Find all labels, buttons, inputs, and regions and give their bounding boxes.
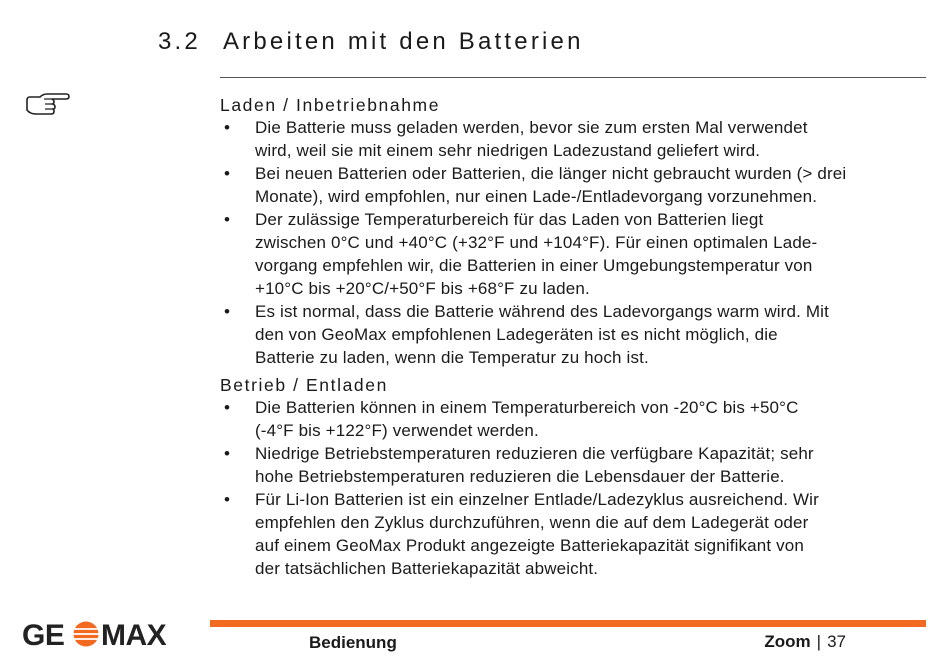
footer-page-info	[764, 632, 846, 652]
bullet-line: Die Batterie muss geladen werden, bevor sie zum ersten Mal verwendet	[255, 118, 808, 137]
bullet-icon: •	[224, 302, 231, 321]
bullet-line: Der zulässige Temperaturbereich für das Laden von Batterien liegt	[255, 210, 764, 229]
bullet-line: Für Li-Ion Batterien ist ein einzelner Entlade/Ladezyklus ausreichend. Wir	[255, 490, 819, 509]
list-item	[220, 162, 928, 208]
bullet-icon: •	[224, 210, 231, 229]
bullet-icon: •	[224, 398, 231, 417]
operation-list	[220, 396, 928, 580]
content	[220, 94, 928, 580]
bullet-line: Monate), wird empfohlen, nur einen Lade-/Entladevorgang vorzunehmen.	[255, 187, 818, 206]
svg-text:MAX: MAX	[101, 619, 167, 651]
bullet-line: Niedrige Betriebstemperaturen reduzieren die verfügbare Kapazität; sehr	[255, 444, 814, 463]
subheading-operation: Betrieb / Entladen	[220, 375, 388, 395]
footer-accent-bar	[210, 620, 926, 627]
footer-product: Zoom	[764, 632, 811, 651]
bullet-line: hohe Betriebstemperaturen reduzieren die Lebensdauer der Batterie.	[255, 467, 785, 486]
bullet-icon: •	[224, 164, 231, 183]
bullet-line: Es ist normal, dass die Batterie während des Ladevorgangs warm wird. Mit	[255, 302, 829, 321]
bullet-icon: •	[224, 118, 231, 137]
footer-separator: |	[816, 632, 822, 651]
bullet-line: auf einem GeoMax Produkt angezeigte Batteriekapazität signifikant von	[255, 536, 804, 555]
subheading-charging: Laden / Inbetriebnahme	[220, 95, 441, 115]
bullet-icon: •	[224, 444, 231, 463]
bullet-line: Bei neuen Batterien oder Batterien, die länger nicht gebraucht wurden (> drei	[255, 164, 847, 183]
list-item	[220, 396, 928, 442]
pointing-hand-icon	[24, 92, 72, 116]
footer-chapter: Bedienung	[309, 633, 397, 652]
bullet-icon: •	[224, 490, 231, 509]
heading-divider	[220, 77, 926, 78]
list-item	[220, 116, 928, 162]
svg-text:GE: GE	[22, 619, 65, 651]
list-item	[220, 208, 928, 300]
list-item	[220, 300, 928, 369]
bullet-line: den von GeoMax empfohlenen Ladegeräten ist es nicht möglich, die	[255, 325, 778, 344]
section-heading	[158, 28, 584, 56]
bullet-line: zwischen 0°C und +40°C (+32°F und +104°F). Für einen optimalen Lade-	[255, 233, 818, 252]
bullet-line: (-4°F bis +122°F) verwendet werden.	[255, 421, 539, 440]
bullet-line: wird, weil sie mit einem sehr niedrigen Ladezustand geliefert wird.	[255, 141, 761, 160]
bullet-line: +10°C bis +20°C/+50°F bis +68°F zu laden.	[255, 279, 590, 298]
bullet-line: der tatsächlichen Batteriekapazität abweicht.	[255, 559, 599, 578]
bullet-line: Die Batterien können in einem Temperaturbereich von -20°C bis +50°C	[255, 398, 799, 417]
globe-icon	[74, 622, 99, 647]
bullet-line: vorgang empfehlen wir, die Batterien in einer Umgebungstemperatur von	[255, 256, 813, 275]
geomax-logo	[22, 617, 202, 651]
section-title: Arbeiten mit den Batterien	[222, 28, 584, 55]
bullet-line: Batterie zu laden, wenn die Temperatur zu hoch ist.	[255, 348, 649, 367]
list-item	[220, 488, 928, 580]
charging-list	[220, 116, 928, 369]
list-item	[220, 442, 928, 488]
section-number: 3.2	[158, 28, 201, 55]
bullet-line: empfehlen den Zyklus durchzuführen, wenn die auf dem Ladegerät oder	[255, 513, 809, 532]
page-number: 37	[827, 632, 846, 651]
